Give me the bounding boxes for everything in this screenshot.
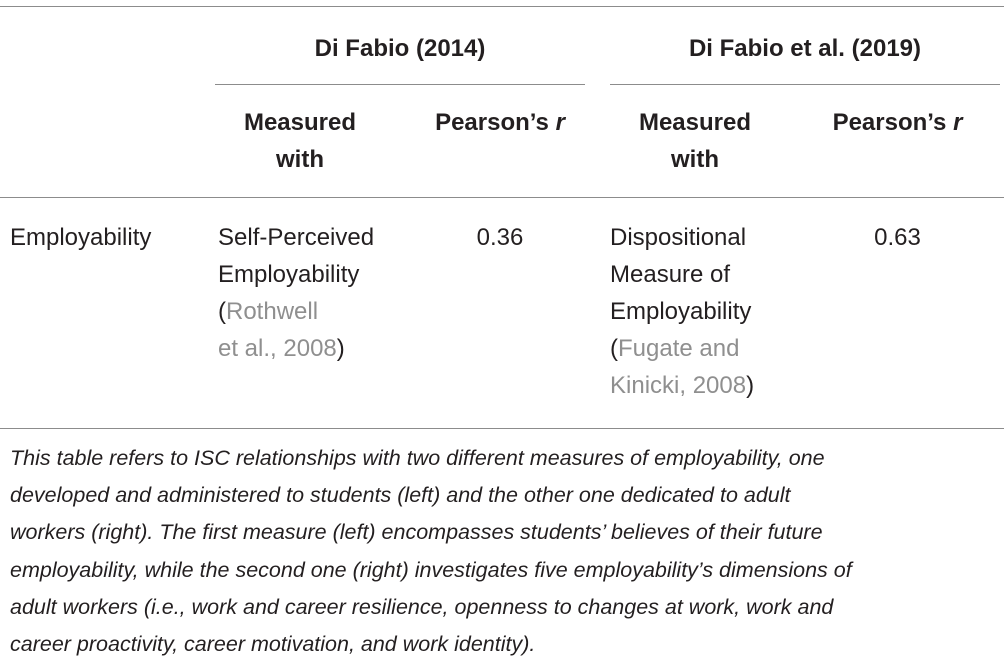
group-rule-2019 bbox=[610, 84, 1000, 85]
citation-link-rothwell-year[interactable]: et al., 2008 bbox=[218, 335, 337, 362]
header-bottom-rule bbox=[0, 197, 1004, 198]
footnote-line: career proactivity, career motivation, and work identity). bbox=[10, 632, 536, 657]
cell-pearson-2019: 0.63 bbox=[874, 224, 921, 251]
row-label-employability: Employability bbox=[10, 224, 152, 251]
cell-line bbox=[218, 330, 374, 367]
paren-open: ( bbox=[610, 335, 618, 362]
cell-pearson-2014: 0.36 bbox=[476, 224, 524, 251]
subheader-with-line: with bbox=[276, 146, 324, 173]
subheader-measured-line: Measured bbox=[243, 109, 357, 136]
cell-line: Self-Perceived bbox=[218, 224, 375, 251]
cell-measure-2014 bbox=[218, 219, 374, 367]
table-bottom-rule bbox=[0, 428, 1004, 429]
cell-line: Dispositional bbox=[610, 224, 747, 251]
table-top-rule bbox=[0, 6, 1004, 7]
subheader-measured-with-2019 bbox=[610, 104, 780, 178]
subheader-pearson-label: Pearson’s bbox=[435, 109, 556, 136]
cell-line: Measure of bbox=[610, 261, 731, 288]
subheader-pearson-2019 bbox=[805, 104, 990, 141]
group-rule-2014 bbox=[215, 84, 585, 85]
subheader-pearson-r: r bbox=[953, 109, 963, 136]
footnote-line: employability, while the second one (right) investigates five employability’s dimensions of bbox=[10, 557, 852, 582]
paren-close: ) bbox=[746, 372, 755, 399]
subheader-with-line: with bbox=[671, 146, 719, 173]
cell-line bbox=[218, 293, 374, 330]
cell-line bbox=[610, 330, 754, 367]
cell-line bbox=[610, 367, 754, 404]
cell-line: Employability bbox=[218, 261, 360, 288]
citation-link-fugate-year[interactable]: Kinicki, 2008 bbox=[610, 372, 747, 399]
subheader-pearson-label: Pearson’s bbox=[832, 109, 954, 136]
footnote-line: This table refers to ISC relationships with two different measures of employability, one bbox=[10, 446, 825, 470]
footnote-line: developed and administered to students (left) and the other one dedicated to adult bbox=[10, 483, 791, 508]
subheader-measured-with-2014 bbox=[215, 104, 385, 178]
group-header-di-fabio-2014: Di Fabio (2014) bbox=[314, 35, 486, 62]
paren-open: ( bbox=[218, 298, 226, 325]
cell-line: Employability bbox=[610, 298, 752, 325]
subheader-pearson-2014 bbox=[410, 104, 590, 141]
table-footnote bbox=[10, 440, 998, 663]
citation-link-fugate[interactable]: Fugate and bbox=[618, 335, 740, 362]
footnote-line: adult workers (i.e., work and career resilience, openness to changes at work, work and bbox=[10, 594, 834, 619]
citation-link-rothwell[interactable]: Rothwell bbox=[226, 298, 319, 325]
subheader-pearson-r: r bbox=[555, 109, 565, 136]
cell-measure-2019 bbox=[610, 219, 754, 404]
subheader-measured-line: Measured bbox=[638, 109, 752, 136]
group-header-di-fabio-2019: Di Fabio et al. (2019) bbox=[688, 35, 922, 62]
paren-close: ) bbox=[336, 335, 345, 362]
footnote-line: workers (right). The first measure (left) encompasses students’ believes of their future bbox=[10, 520, 823, 545]
